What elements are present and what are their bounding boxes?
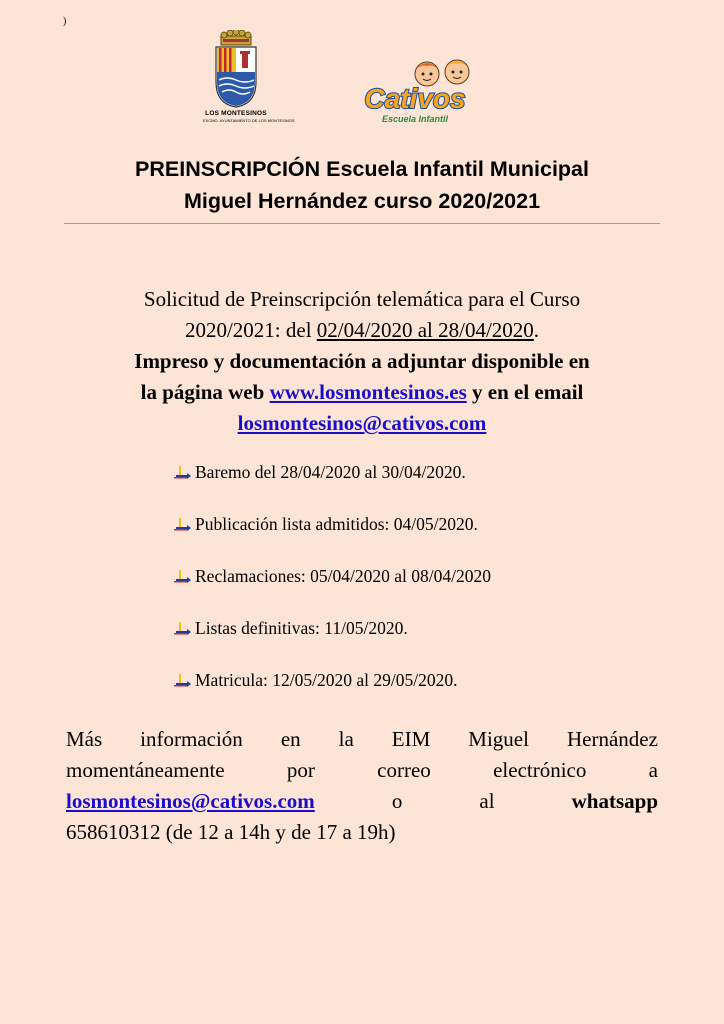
word: al: [479, 789, 495, 813]
arrow-bullet-icon: [172, 518, 192, 534]
title-line-2: Miguel Hernández curso 2020/2021: [183, 189, 541, 213]
word: momentáneamente: [66, 758, 225, 782]
cativos-logo-icon: [345, 52, 485, 130]
arrow-bullet-icon: [172, 622, 192, 638]
list-item: [172, 514, 491, 566]
arrow-bullet-icon: [172, 570, 192, 586]
list-item: [172, 566, 491, 618]
word: información: [140, 727, 243, 751]
intro-line-1: Solicitud de Preinscripción telemática para el Curso: [143, 287, 581, 311]
intro-bold-suffix: y en el email: [466, 380, 584, 404]
intro-bold-text-1: Impreso y documentación a adjuntar disponible en: [134, 349, 590, 373]
more-info-line-3: [66, 786, 658, 817]
corner-mark: ): [63, 16, 67, 27]
cativos-wordmark: Cativos: [364, 83, 466, 114]
word: o: [391, 789, 403, 813]
preinscription-dates: 02/04/2020 al 28/04/2020: [316, 318, 534, 342]
page-title: [60, 153, 664, 217]
whatsapp-label: whatsapp: [571, 789, 658, 813]
word: a: [648, 758, 658, 782]
title-divider: [64, 223, 660, 224]
list-item-text: Listas definitivas: 11/05/2020.: [195, 618, 408, 638]
intro-bold-line-1: [60, 346, 664, 377]
intro-bold-line-2: [60, 377, 664, 408]
list-item-text: Matricula: 12/05/2020 al 29/05/2020.: [195, 670, 458, 690]
list-item: [172, 462, 491, 514]
contact-email-link[interactable]: losmontesinos@cativos.com: [66, 789, 315, 813]
word: Hernández: [566, 727, 658, 751]
whatsapp-number-line: 658610312 (de 12 a 14h y de 17 a 19h): [66, 820, 396, 844]
crest-name: LOS MONTESINOS: [205, 110, 267, 117]
intro-email-line: [60, 408, 664, 439]
list-item-text: Publicación lista admitidos: 04/05/2020.: [195, 514, 478, 534]
schedule-list: [172, 462, 491, 722]
municipal-crest-logo: [203, 30, 295, 130]
word: por: [286, 758, 315, 782]
list-item-text: Reclamaciones: 05/04/2020 al 08/04/2020: [195, 566, 491, 586]
list-item-text: Baremo del 28/04/2020 al 30/04/2020.: [195, 462, 466, 482]
word: electrónico: [493, 758, 587, 782]
crest-subtitle: EXCMO. AYUNTAMIENTO DE LOS MONTESINOS: [203, 118, 295, 123]
word: correo: [377, 758, 431, 782]
title-line-1: PREINSCRIPCIÓN Escuela Infantil Municipal: [135, 157, 589, 181]
email-link[interactable]: losmontesinos@cativos.com: [237, 411, 487, 435]
intro-line-2: [60, 315, 664, 346]
word: la: [338, 727, 354, 751]
more-info-line-2: [66, 755, 658, 786]
cativos-logo: [345, 52, 485, 130]
website-link[interactable]: www.losmontesinos.es: [269, 380, 467, 404]
list-item: [172, 618, 491, 670]
arrow-bullet-icon: [172, 466, 192, 482]
more-info-paragraph: [66, 724, 658, 848]
cativos-tagline: Escuela Infantil: [381, 114, 449, 124]
word: EIM: [391, 727, 431, 751]
crest-shield-icon: [210, 30, 262, 108]
more-info-line-1: [66, 724, 658, 755]
word: Miguel: [468, 727, 529, 751]
intro-line-2-suffix: .: [533, 318, 540, 342]
word: Más: [66, 727, 103, 751]
intro-paragraph: [60, 284, 664, 439]
word: en: [280, 727, 301, 751]
intro-line-2-prefix: 2020/2021: del: [184, 318, 317, 342]
arrow-bullet-icon: [172, 674, 192, 690]
list-item: [172, 670, 491, 722]
intro-bold-prefix: la página web: [140, 380, 270, 404]
